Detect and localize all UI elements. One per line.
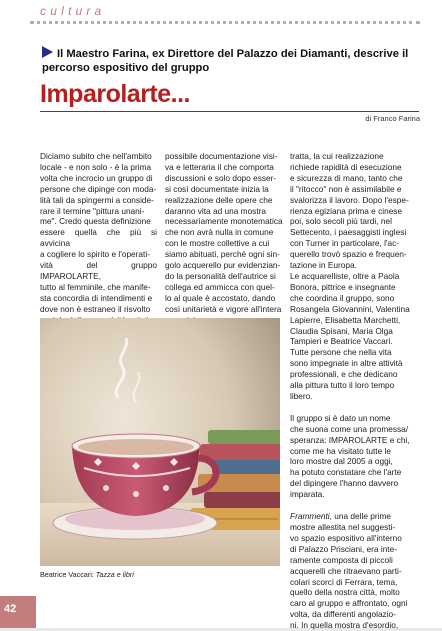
article-column-2: [165, 151, 286, 336]
headline: Imparolarte...: [40, 80, 190, 108]
kicker-text: Il Maestro Farina, ex Direttore del Palazzo dei Diamanti, descrive il percorso espositivo del gruppo: [42, 48, 409, 74]
kicker: [42, 46, 422, 75]
watercolor-painting: [40, 318, 280, 566]
headline-rule: [40, 111, 419, 112]
emphasis-frammenti: Frammenti,: [290, 511, 332, 522]
column-3-paragraph-3: [290, 511, 416, 631]
page-number-box: [0, 596, 36, 628]
page-number: 42: [4, 603, 17, 615]
column-1-text: Diciamo subito che nell'ambito locale - e non solo - è la prima volta che incrocio un gruppo di persone che dipinge con moda- lità tali da spingermi a conside- rare il termine "pittura unani- me". Credo questa definizione essere quella che più si avvicina a cogliere lo spirito e l'operati- vità del gruppo IMPAROLARTE, tutto al femminile, che manife- sta concordia di intendimenti e dove non è estraneo il risvolto: [40, 151, 157, 314]
caption-title: Tazza e libri: [95, 570, 134, 579]
section-dotted-rule: [30, 21, 420, 24]
byline: di Franco Farina: [365, 114, 420, 123]
article-column-3: [290, 151, 416, 631]
triangle-bullet-icon: [42, 46, 53, 58]
column-3-paragraph-1: tratta, la cui realizzazione richiede rapidità di esecuzione e sicurezza di mano, tanto che il "ritocco" non è assimilabile e svalorizza il lavoro. Dopo l'espe- rienza egiziana prima e cinese poi, solo secoli più tardi, nel Settecento, i paesaggisti inglesi con Turner in particolare, l'ac- querello trovò spazio e frequen- tazione in Europa. Le acquarelliste, oltre a Paola Bonora, pittrice e insegnante che coordina il gruppo, sono Rosangela Giovannini, Valentina Lapierre, Elisabetta Marchetti, Claudia Spisani, Maria Olga Tampieri e Beatrice Vaccari. Tutte persone che nella vita sono impegnate in altre attività professionali, e che dedicano alla pittura tutto il loro tempo libero.: [290, 151, 410, 401]
caption-author: Beatrice Vaccari:: [40, 570, 96, 579]
teacup-and-books-illustration: [40, 318, 280, 566]
column-2-text: possibile documentazione visi- va e letteraria il che comporta discussioni e solo dopo esser- si così documentate inizia la realizzazione delle opere che daranno vita ad una mostra necessariamente monotematica che non avrà nulla in comune con le mostre collettive a cui siamo abituati, perché ogni sin- golo acquerello pur evidenzian- do la personalità dell'autrice si collega ed ammicca con quel- lo al quale è accostato, dando così unitarietà e vigore all'intera: [165, 151, 283, 314]
column-3-paragraph-3-text: una delle prime mostre allestita nel suggesti- vo spazio espositivo all'interno di Palazzo Prisciani, era inte- ramente composta di piccoli acquerelli che ritraevano parti- colari scorci di Ferrara, tema, quello della nostra città, molto caro al gruppo e affrontato, ogni volta, da differenti angolazio- ni. In quella mostra d'esordio,: [290, 511, 408, 631]
image-caption: [40, 570, 134, 579]
column-3-paragraph-2: Il gruppo si è dato un nome che suona come una promessa/ speranza: IMPAROLARTE e chi, come me ha visitato tutte le loro mostre dal 2005 a oggi, ha potuto constatare che l'arte del dipingere l'hanno davvero imparata.: [290, 412, 410, 500]
section-tag: cultura: [40, 4, 106, 18]
